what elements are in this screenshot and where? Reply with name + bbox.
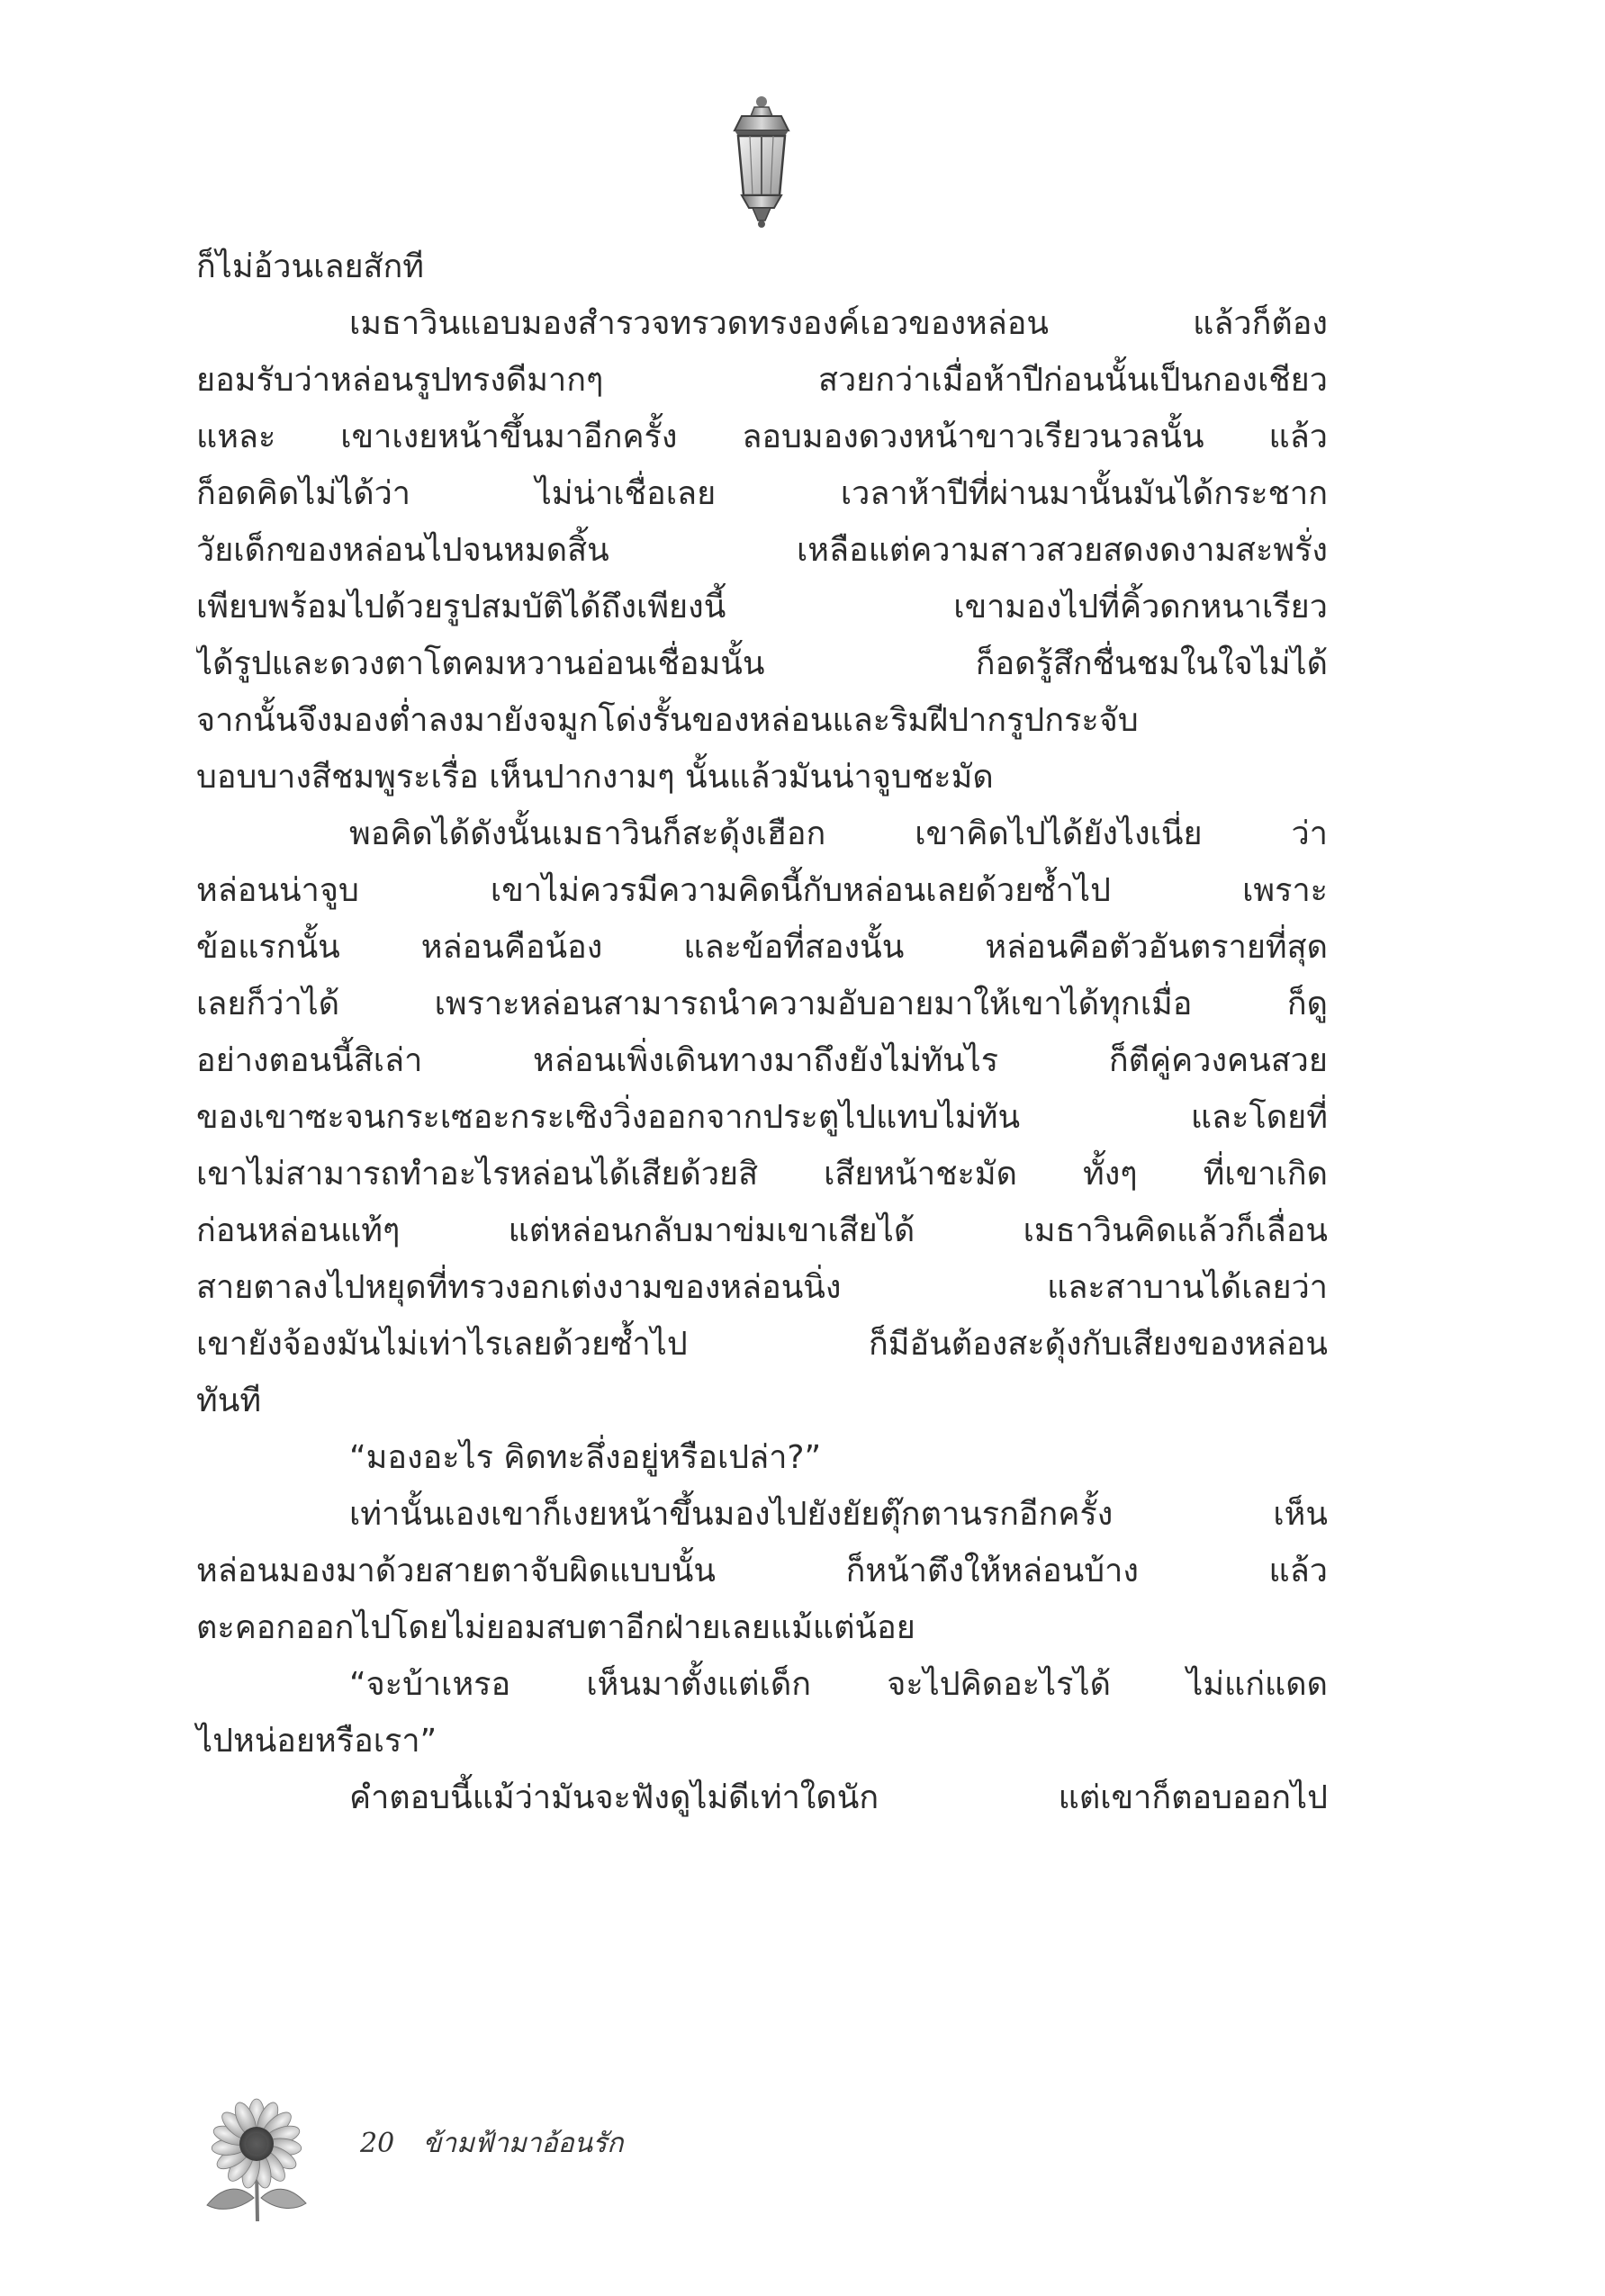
- text-line: เพียบพร้อมไปด้วยรูปสมบัติได้ถึงเพียงนี้ เขามองไปที่คิ้วดกหนาเรียว: [196, 589, 1328, 626]
- text-line: แหละ เขาเงยหน้าขึ้นมาอีกครั้ง ลอบมองดวงหน้าขาวเรียวนวลนั้น แล้ว: [196, 419, 1328, 455]
- folio: [360, 2122, 623, 2165]
- page-number: 20: [360, 2128, 395, 2159]
- text-line: ก็อดคิดไม่ได้ว่า ไม่น่าเชื่อเลย เวลาห้าปีที่ผ่านมานั้นมันได้กระชาก: [196, 475, 1328, 512]
- text-line: “จะบ้าเหรอ เห็นมาตั้งแต่เด็ก จะไปคิดอะไรได้ ไม่แก่แดด: [349, 1666, 1328, 1703]
- text-line: ได้รูปและดวงตาโตคมหวานอ่อนเชื่อมนั้น ก็อดรู้สึกชื่นชมในใจไม่ได้: [196, 645, 1328, 682]
- text-line: บอบบางสีชมพูระเรื่อ เห็นปากงามๆ นั้นแล้วมันน่าจูบชะมัด: [196, 759, 994, 796]
- text-line: ก็ไม่อ้วนเลยสักที: [196, 248, 425, 285]
- book-title: ข้ามฟ้ามาอ้อนรัก: [422, 2128, 624, 2159]
- text-line: วัยเด็กของหล่อนไปจนหมดสิ้น เหลือแต่ความสาวสวยสดงดงามสะพรั่ง: [196, 532, 1328, 569]
- text-line: จากนั้นจึงมองต่ำลงมายังจมูกโด่งรั้นของหล่อนและริมฝีปากรูปกระจับ: [196, 702, 1139, 739]
- text-line: เท่านั้นเองเขาก็เงยหน้าขึ้นมองไปยังยัยตุ๊กตานรกอีกครั้ง เห็น: [349, 1496, 1328, 1533]
- text-line: ทันที: [196, 1382, 262, 1419]
- text-line: ตะคอกออกไปโดยไม่ยอมสบตาอีกฝ่ายเลยแม้แต่น้อย: [196, 1609, 915, 1646]
- lantern-icon: [729, 95, 794, 230]
- text-line: “มองอะไร คิดทะลึ่งอยู่หรือเปล่า?”: [349, 1439, 822, 1476]
- text-line: ก่อนหล่อนแท้ๆ แต่หล่อนกลับมาข่มเขาเสียได้ เมธาวินคิดแล้วก็เลื่อน: [196, 1212, 1328, 1249]
- text-line: คำตอบนี้แม้ว่ามันจะฟังดูไม่ดีเท่าใดนัก แต่เขาก็ตอบออกไป: [349, 1779, 1328, 1816]
- text-line: อย่างตอนนี้สิเล่า หล่อนเพิ่งเดินทางมาถึงยังไม่ทันไร ก็ตีคู่ควงคนสวย: [196, 1042, 1328, 1079]
- body-text: [196, 239, 1328, 1826]
- text-line: เลยก็ว่าได้ เพราะหล่อนสามารถนำความอับอายมาให้เขาได้ทุกเมื่อ ก็ดู: [196, 986, 1328, 1022]
- text-line: สายตาลงไปหยุดที่ทรวงอกเต่งงามของหล่อนนิ่ง และสาบานได้เลยว่า: [196, 1269, 1328, 1306]
- page-footer: [189, 2097, 693, 2223]
- text-line: ไปหน่อยหรือเรา”: [196, 1723, 437, 1760]
- text-line: เขายังจ้องมันไม่เท่าไรเลยด้วยซ้ำไป ก็มีอันต้องสะดุ้งกับเสียงของหล่อน: [196, 1326, 1328, 1363]
- text-line: หล่อนมองมาด้วยสายตาจับผิดแบบนั้น ก็หน้าตึงให้หล่อนบ้าง แล้ว: [196, 1553, 1328, 1589]
- text-line: ยอมรับว่าหล่อนรูปทรงดีมากๆ สวยกว่าเมื่อห้าปีก่อนนั้นเป็นกองเชียว: [196, 362, 1328, 399]
- text-line: ของเขาซะจนกระเซอะกระเซิงวิ่งออกจากประตูไปแทบไม่ทัน และโดยที่: [196, 1099, 1328, 1136]
- text-line: ข้อแรกนั้น หล่อนคือน้อง และข้อที่สองนั้น หล่อนคือตัวอันตรายที่สุด: [196, 929, 1328, 966]
- text-line: พอคิดได้ดังนั้นเมธาวินก็สะดุ้งเฮือก เขาคิดไปได้ยังไงเนี่ย ว่า: [349, 815, 1328, 852]
- text-line: หล่อนน่าจูบ เขาไม่ควรมีความคิดนี้กับหล่อนเลยด้วยซ้ำไป เพราะ: [196, 872, 1328, 909]
- text-line: เมธาวินแอบมองสำรวจทรวดทรงองค์เอวของหล่อน แล้วก็ต้อง: [349, 305, 1328, 342]
- text-line: เขาไม่สามารถทำอะไรหล่อนได้เสียด้วยสิ เสียหน้าชะมัด ทั้งๆ ที่เขาเกิด: [196, 1156, 1328, 1193]
- sunflower-icon: [189, 2097, 324, 2223]
